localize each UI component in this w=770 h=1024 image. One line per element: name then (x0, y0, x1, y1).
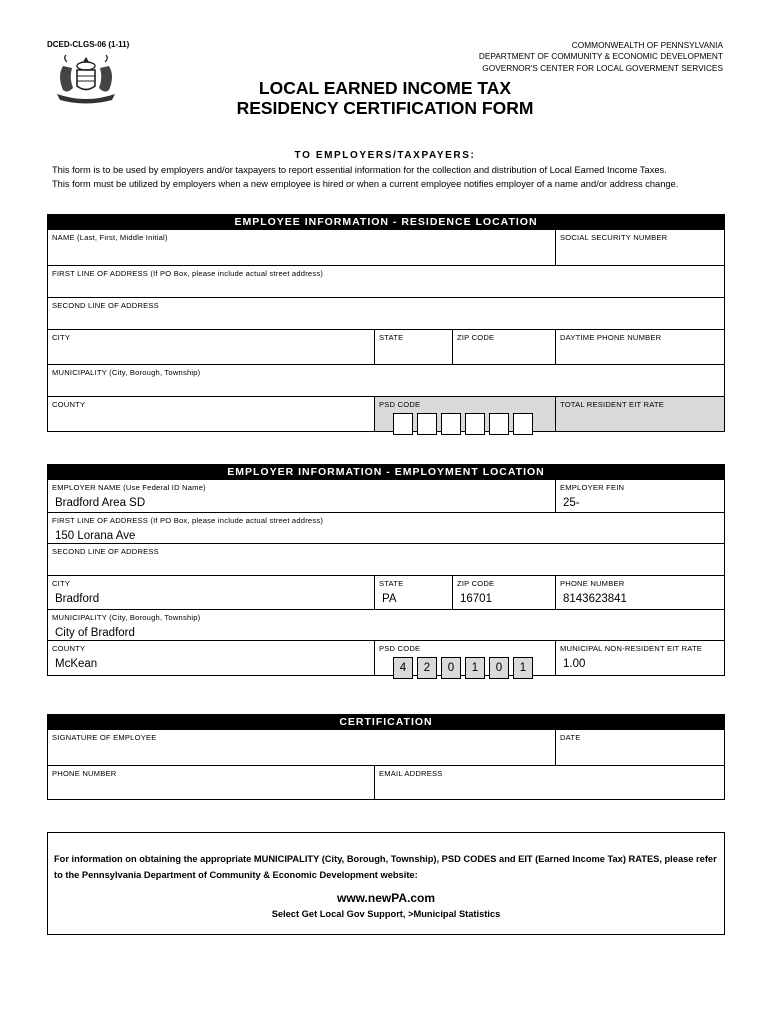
field-value: 8143623841 (563, 593, 627, 605)
field-label: CITY (52, 333, 71, 342)
employer-zip-field[interactable] (452, 576, 555, 609)
field-value: City of Bradford (55, 627, 135, 639)
field-label: DAYTIME PHONE NUMBER (560, 333, 662, 342)
employer-phone-field[interactable] (555, 576, 724, 609)
website-link[interactable]: www.newPA.com (336, 891, 435, 905)
intro-heading: TO EMPLOYERS/TAXPAYERS: (294, 150, 476, 161)
psd-digit-box[interactable]: 0 (441, 657, 461, 679)
field-value: Bradford (55, 593, 100, 605)
section-heading: EMPLOYER INFORMATION - EMPLOYMENT LOCATION (48, 465, 724, 479)
form-row (48, 364, 724, 396)
field-label: ZIP CODE (457, 579, 495, 588)
field-value: 25- (563, 497, 580, 509)
employer-section (47, 464, 725, 676)
form-row (48, 512, 724, 543)
field-label: ZIP CODE (457, 333, 495, 342)
form-row (48, 265, 724, 297)
field-label: TOTAL RESIDENT EIT RATE (560, 400, 665, 409)
section-heading: CERTIFICATION (48, 715, 724, 729)
agency-line: GOVERNOR'S CENTER FOR LOCAL GOVERMENT SERVICES (482, 62, 723, 73)
field-label: DATE (560, 733, 581, 742)
psd-digit-box[interactable]: 4 (393, 657, 413, 679)
psd-digit-box[interactable] (489, 413, 509, 435)
field-value: 150 Lorana Ave (55, 530, 136, 542)
psd-digit-box[interactable]: 1 (465, 657, 485, 679)
employer-city-field[interactable] (48, 576, 374, 609)
form-row (48, 729, 724, 765)
employee-section (47, 214, 725, 432)
field-label: MUNICIPAL NON-RESIDENT EIT RATE (560, 644, 703, 653)
employee-city-field[interactable] (48, 330, 374, 364)
info-subtext: Select Get Local Gov Support, >Municipal Statistics (271, 909, 501, 919)
form-code: DCED-CLGS-06 (1-11) (47, 40, 130, 49)
field-label: CITY (52, 579, 71, 588)
form-row (48, 297, 724, 329)
field-label: EMAIL ADDRESS (379, 769, 443, 778)
form-row (48, 329, 724, 364)
employer-rate-field[interactable] (555, 641, 724, 675)
intro-text (52, 164, 732, 191)
field-label: FIRST LINE OF ADDRESS (If PO Box, please include actual street address) (52, 516, 324, 525)
field-label: FIRST LINE OF ADDRESS (If PO Box, please include actual street address) (52, 269, 324, 278)
field-value: 1.00 (563, 658, 586, 670)
field-label: COUNTY (52, 400, 86, 409)
agency-line: DEPARTMENT OF COMMUNITY & ECONOMIC DEVELOPMENT (478, 51, 723, 62)
form-row (48, 640, 724, 675)
employee-rate-field[interactable] (555, 397, 724, 431)
info-box (47, 832, 725, 935)
form-title-line2: RESIDENCY CERTIFICATION FORM (236, 98, 534, 118)
date-field[interactable] (555, 730, 724, 765)
field-label: SECOND LINE OF ADDRESS (52, 547, 159, 556)
field-label: SECOND LINE OF ADDRESS (52, 301, 159, 310)
employer-county-field[interactable] (48, 641, 374, 675)
employee-name-field[interactable] (48, 230, 555, 265)
intro-line: This form is to be used by employers and/or taxpayers to report essential information for the collection and distribution of Local Earned Income Taxes. (52, 165, 667, 175)
form-row (48, 575, 724, 609)
form-row (48, 479, 724, 512)
field-value: Bradford Area SD (55, 497, 146, 509)
field-label: NAME (Last, First, Middle Initial) (52, 233, 168, 242)
field-label: SOCIAL SECURITY NUMBER (560, 233, 668, 242)
psd-digit-box[interactable]: 2 (417, 657, 437, 679)
email-field[interactable] (374, 766, 724, 799)
field-value: PA (382, 593, 397, 605)
employer-municipality-field[interactable] (48, 610, 724, 640)
psd-digit-box[interactable]: 1 (513, 657, 533, 679)
psd-digit-box[interactable] (393, 413, 413, 435)
field-label: PSD CODE (379, 400, 421, 409)
field-label: PHONE NUMBER (560, 579, 625, 588)
employee-psd-code-field[interactable] (374, 397, 555, 431)
employer-psd-code-field[interactable] (374, 641, 555, 675)
field-label: SIGNATURE OF EMPLOYEE (52, 733, 157, 742)
field-label: COUNTY (52, 644, 86, 653)
form-row (48, 396, 724, 431)
info-text: For information on obtaining the appropriate MUNICIPALITY (City, Borough, Township), PSD CODES and EIT (Earned Income Tax) RATES, please refer to the Pennsylvania Department of Community & Economic Development website: (54, 854, 717, 880)
psd-digit-box[interactable]: 0 (489, 657, 509, 679)
form-row (48, 765, 724, 799)
employer-state-field[interactable] (374, 576, 452, 609)
employee-phone-field[interactable] (555, 330, 724, 364)
field-label: PHONE NUMBER (52, 769, 117, 778)
field-label: STATE (379, 333, 404, 342)
field-label: STATE (379, 579, 404, 588)
psd-digit-box[interactable] (465, 413, 485, 435)
employee-county-field[interactable] (48, 397, 374, 431)
employer-fein-field[interactable] (555, 480, 724, 512)
employee-municipality-field[interactable] (48, 365, 724, 396)
field-label: MUNICIPALITY (City, Borough, Township) (52, 613, 201, 622)
agency-block (423, 40, 723, 74)
employer-address1-field[interactable] (48, 513, 724, 543)
form-row (48, 609, 724, 640)
psd-digit-box[interactable] (513, 413, 533, 435)
agency-line: COMMONWEALTH OF PENNSYLVANIA (571, 40, 723, 50)
employee-state-field[interactable] (374, 330, 452, 364)
psd-digit-box[interactable] (441, 413, 461, 435)
field-label: PSD CODE (379, 644, 421, 653)
employee-ssn-field[interactable] (555, 230, 724, 265)
employer-address2-field[interactable] (48, 544, 724, 575)
section-heading: EMPLOYEE INFORMATION - RESIDENCE LOCATION (48, 215, 724, 229)
field-label: EMPLOYER FEIN (560, 483, 625, 492)
employer-name-field[interactable] (48, 480, 555, 512)
form-row (48, 543, 724, 575)
form-row (48, 229, 724, 265)
employee-address2-field[interactable] (48, 298, 724, 329)
signature-field[interactable] (48, 730, 555, 765)
field-label: MUNICIPALITY (City, Borough, Township) (52, 368, 201, 377)
intro-line: This form must be utilized by employers when a new employee is hired or when a current employee notifies employer of a name and/or address change. (52, 178, 679, 189)
form-title-line1: LOCAL EARNED INCOME TAX (258, 78, 512, 98)
employee-address1-field[interactable] (48, 266, 724, 297)
certification-section (47, 714, 725, 800)
psd-digit-box[interactable] (417, 413, 437, 435)
field-label: EMPLOYER NAME (Use Federal ID Name) (52, 483, 206, 492)
certification-phone-field[interactable] (48, 766, 374, 799)
field-value: McKean (55, 658, 98, 670)
employee-zip-field[interactable] (452, 330, 555, 364)
field-value: 16701 (460, 593, 492, 605)
